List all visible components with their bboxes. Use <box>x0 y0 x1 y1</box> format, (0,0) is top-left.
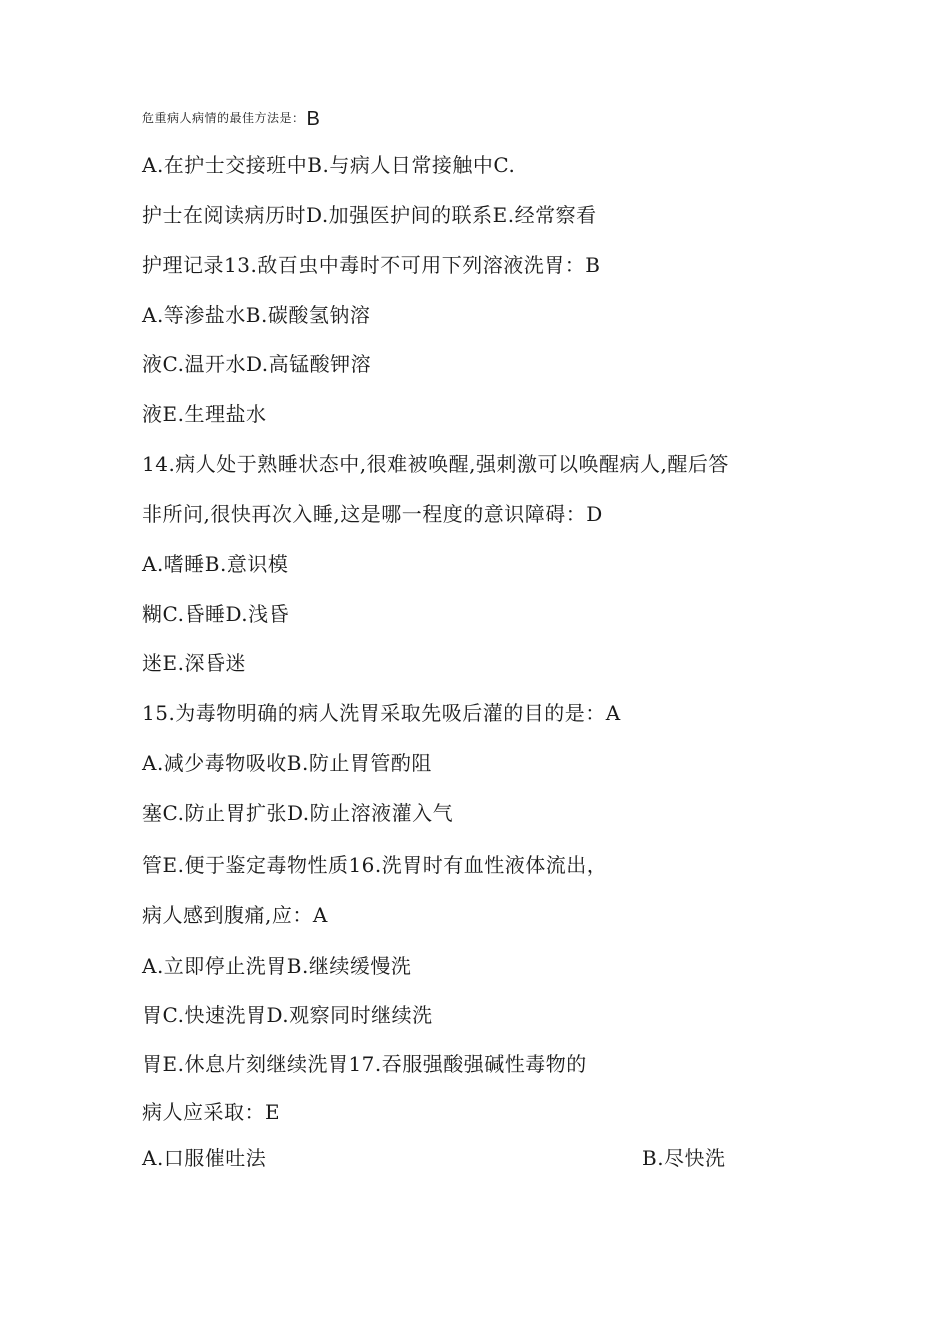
text-line: 病人感到腹痛,应：A <box>142 903 328 927</box>
text-line-right: B.尽快洗 <box>642 1146 726 1170</box>
intro-text: 危重病人病情的最佳方法是： <box>142 111 305 125</box>
text-line: 塞C.防止胃扩张D.防止溶液灌入气 <box>142 801 454 825</box>
text-line-left: A.口服催吐法 <box>142 1146 267 1170</box>
text-line: A.嗜睡B.意识模 <box>142 552 289 576</box>
intro-answer: B <box>306 108 321 130</box>
text-line: 15.为毒物明确的病人洗胃采取先吸后灌的目的是：A <box>142 701 621 725</box>
text-line: A.减少毒物吸收B.防止胃管酌阻 <box>142 751 432 775</box>
text-line: 胃E.休息片刻继续洗胃17.吞服强酸强碱性毒物的 <box>142 1052 587 1076</box>
text-line: 胃C.快速洗胃D.观察同时继续洗 <box>142 1003 433 1027</box>
text-line: 液E.生理盐水 <box>142 402 267 426</box>
text-line: A.在护士交接班中B.与病人日常接触中C. <box>142 153 516 177</box>
text-line: 护士在阅读病历时D.加强医护间的联系E.经常察看 <box>142 203 597 227</box>
text-line: A.立即停止洗胃B.继续缓慢洗 <box>142 954 412 978</box>
text-line: A.等渗盐水B.碳酸氢钠溶 <box>142 303 371 327</box>
text-line: 非所问,很快再次入睡,这是哪一程度的意识障碍：D <box>142 502 603 526</box>
text-line: 管E.便于鉴定毒物性质16.洗胃时有血性液体流出， <box>142 853 608 877</box>
text-line: 护理记录13.敌百虫中毒时不可用下列溶液洗胃：B <box>142 253 601 277</box>
text-line: 病人应采取：E <box>142 1100 281 1124</box>
text-line: 糊C.昏睡D.浅昏 <box>142 602 290 626</box>
intro-line <box>142 108 320 129</box>
text-line: 14.病人处于熟睡状态中,很难被唤醒,强刺激可以唤醒病人,醒后答 <box>142 452 729 476</box>
text-line: 迷E.深昏迷 <box>142 651 246 675</box>
text-line: 液C.温开水D.高锰酸钾溶 <box>142 352 372 376</box>
